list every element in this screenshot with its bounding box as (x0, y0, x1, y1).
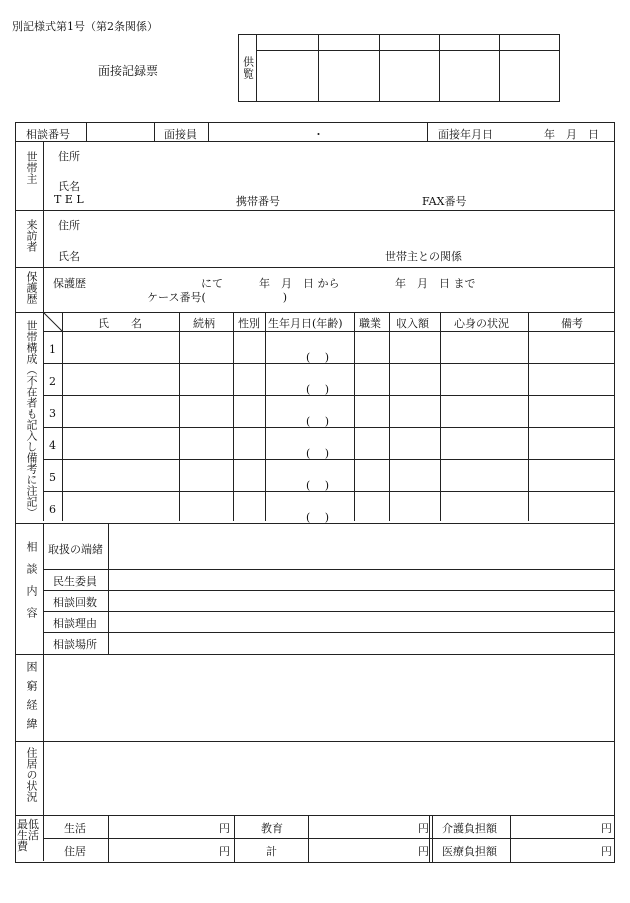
yen-unit: 円 (219, 845, 230, 858)
minimum-living-cost-label (17, 819, 43, 852)
row-line (43, 611, 614, 612)
row-line (43, 569, 614, 570)
row-line (43, 395, 614, 396)
approval-col-line (499, 35, 500, 101)
total-cost-label: 計 (266, 845, 277, 858)
divider (154, 123, 155, 141)
divider (427, 123, 428, 141)
left-label-column-line (43, 654, 44, 861)
member-row-number: 6 (49, 503, 56, 516)
protection-at-label: にて (201, 277, 223, 290)
row-line (16, 654, 614, 655)
approval-label: 供覧 (239, 35, 257, 101)
head-address-label: 住所 (58, 150, 80, 163)
interview-record-form (15, 122, 615, 863)
row-line (16, 210, 614, 211)
living-cost-label: 生活 (64, 822, 86, 835)
household-composition-label: 世帯構成（不在者も記入し備考に注記） (25, 320, 38, 518)
col-header-health: 心身の状況 (454, 317, 509, 330)
member-row-number: 4 (49, 439, 56, 452)
head-mobile-label: 携帯番号 (236, 195, 280, 208)
age-parentheses: ( ) (306, 479, 330, 492)
row-line (43, 363, 614, 364)
divider (208, 123, 209, 141)
welfare-commissioner-label: 民生委員 (53, 575, 97, 588)
col-header-occupation: 職業 (359, 317, 381, 330)
interviewer-label: 面接員 (164, 128, 197, 141)
col-header-name: 氏 名 (98, 317, 142, 330)
row-line (43, 331, 614, 332)
approval-col-line (318, 35, 319, 101)
row-line (16, 523, 614, 524)
row-line (43, 427, 614, 428)
col-line (62, 312, 63, 521)
row-line (16, 815, 614, 816)
col-line (233, 312, 234, 521)
col-line (179, 312, 180, 521)
head-name-label: 氏名 (58, 180, 80, 193)
interview-date-format: 年 月 日 (544, 128, 599, 141)
col-line (265, 312, 266, 521)
hardship-history-label: 困窮経緯 (25, 661, 38, 737)
visitor-address-label: 住所 (58, 219, 80, 232)
yen-unit: 円 (601, 845, 612, 858)
row-line (43, 838, 614, 839)
age-parentheses: ( ) (306, 383, 330, 396)
head-fax-label: FAX番号 (422, 195, 467, 208)
protection-to-label: 年 月 日 まで (395, 277, 476, 290)
header-diagonal (43, 312, 62, 331)
interview-date-label: 面接年月日 (438, 128, 493, 141)
case-number-label: ケース番号( ) (147, 291, 288, 304)
visitor-label: 来訪者 (25, 219, 38, 252)
col-header-sex: 性別 (238, 317, 260, 330)
visitor-name-label: 氏名 (58, 250, 80, 263)
age-parentheses: ( ) (306, 447, 330, 460)
row-line (43, 459, 614, 460)
col-header-income: 収入額 (396, 317, 429, 330)
protection-history-field: 保護歴 (53, 277, 86, 290)
col-line (354, 312, 355, 521)
protection-history-label: 保護歴 (25, 271, 38, 304)
form-number-header: 別記様式第1号（第2条関係） (12, 20, 158, 33)
row-line (43, 632, 614, 633)
consult-origin-label: 取扱の端緒 (48, 543, 103, 556)
education-cost-label: 教育 (261, 822, 283, 835)
yen-unit: 円 (601, 822, 612, 835)
col-header-relation: 続柄 (193, 317, 215, 330)
row-line (16, 267, 614, 268)
col-header-remarks: 備考 (561, 317, 583, 330)
housing-cost-label: 住居 (64, 845, 86, 858)
consult-place-label: 相談場所 (53, 638, 97, 651)
col-line (440, 312, 441, 521)
yen-unit: 円 (219, 822, 230, 835)
visitor-relation-label: 世帯主との関係 (385, 250, 462, 263)
protection-from-label: 年 月 日 から (259, 277, 340, 290)
col-line (389, 312, 390, 521)
consultation-content-label: 相談内容 (25, 541, 38, 629)
consult-count-label: 相談回数 (53, 596, 97, 609)
age-parentheses: ( ) (306, 351, 330, 364)
approval-col-line (379, 35, 380, 101)
household-head-label: 世帯主 (25, 151, 38, 184)
interviewer-dot: ・ (313, 128, 324, 141)
col-line (108, 523, 109, 654)
row-line (16, 741, 614, 742)
care-burden-label: 介護負担額 (442, 822, 497, 835)
row-line (43, 590, 614, 591)
housing-situation-label: 住居の状況 (25, 747, 38, 802)
approval-row-line (257, 50, 559, 51)
row-line (16, 141, 614, 142)
approval-col-line (439, 35, 440, 101)
col-line (528, 312, 529, 521)
approval-box (238, 34, 560, 102)
member-row-number: 1 (49, 343, 56, 356)
left-label-column-line (43, 523, 44, 654)
yen-unit: 円 (418, 822, 429, 835)
head-tel-label: T E L (54, 193, 84, 206)
member-row-number: 2 (49, 375, 56, 388)
member-row-number: 3 (49, 407, 56, 420)
col-header-birthdate: 生年月日(年齢) (268, 317, 343, 330)
minimum-living-cost-text: 最低生活費 (17, 818, 39, 853)
age-parentheses: ( ) (306, 415, 330, 428)
consult-reason-label: 相談理由 (53, 617, 97, 630)
divider (86, 123, 87, 141)
consult-number-label: 相談番号 (26, 128, 70, 141)
row-line (16, 312, 614, 313)
yen-unit: 円 (418, 845, 429, 858)
member-row-number: 5 (49, 471, 56, 484)
row-line (43, 491, 614, 492)
age-parentheses: ( ) (306, 511, 330, 524)
medical-burden-label: 医療負担額 (442, 845, 497, 858)
form-title: 面接記録票 (98, 64, 159, 78)
